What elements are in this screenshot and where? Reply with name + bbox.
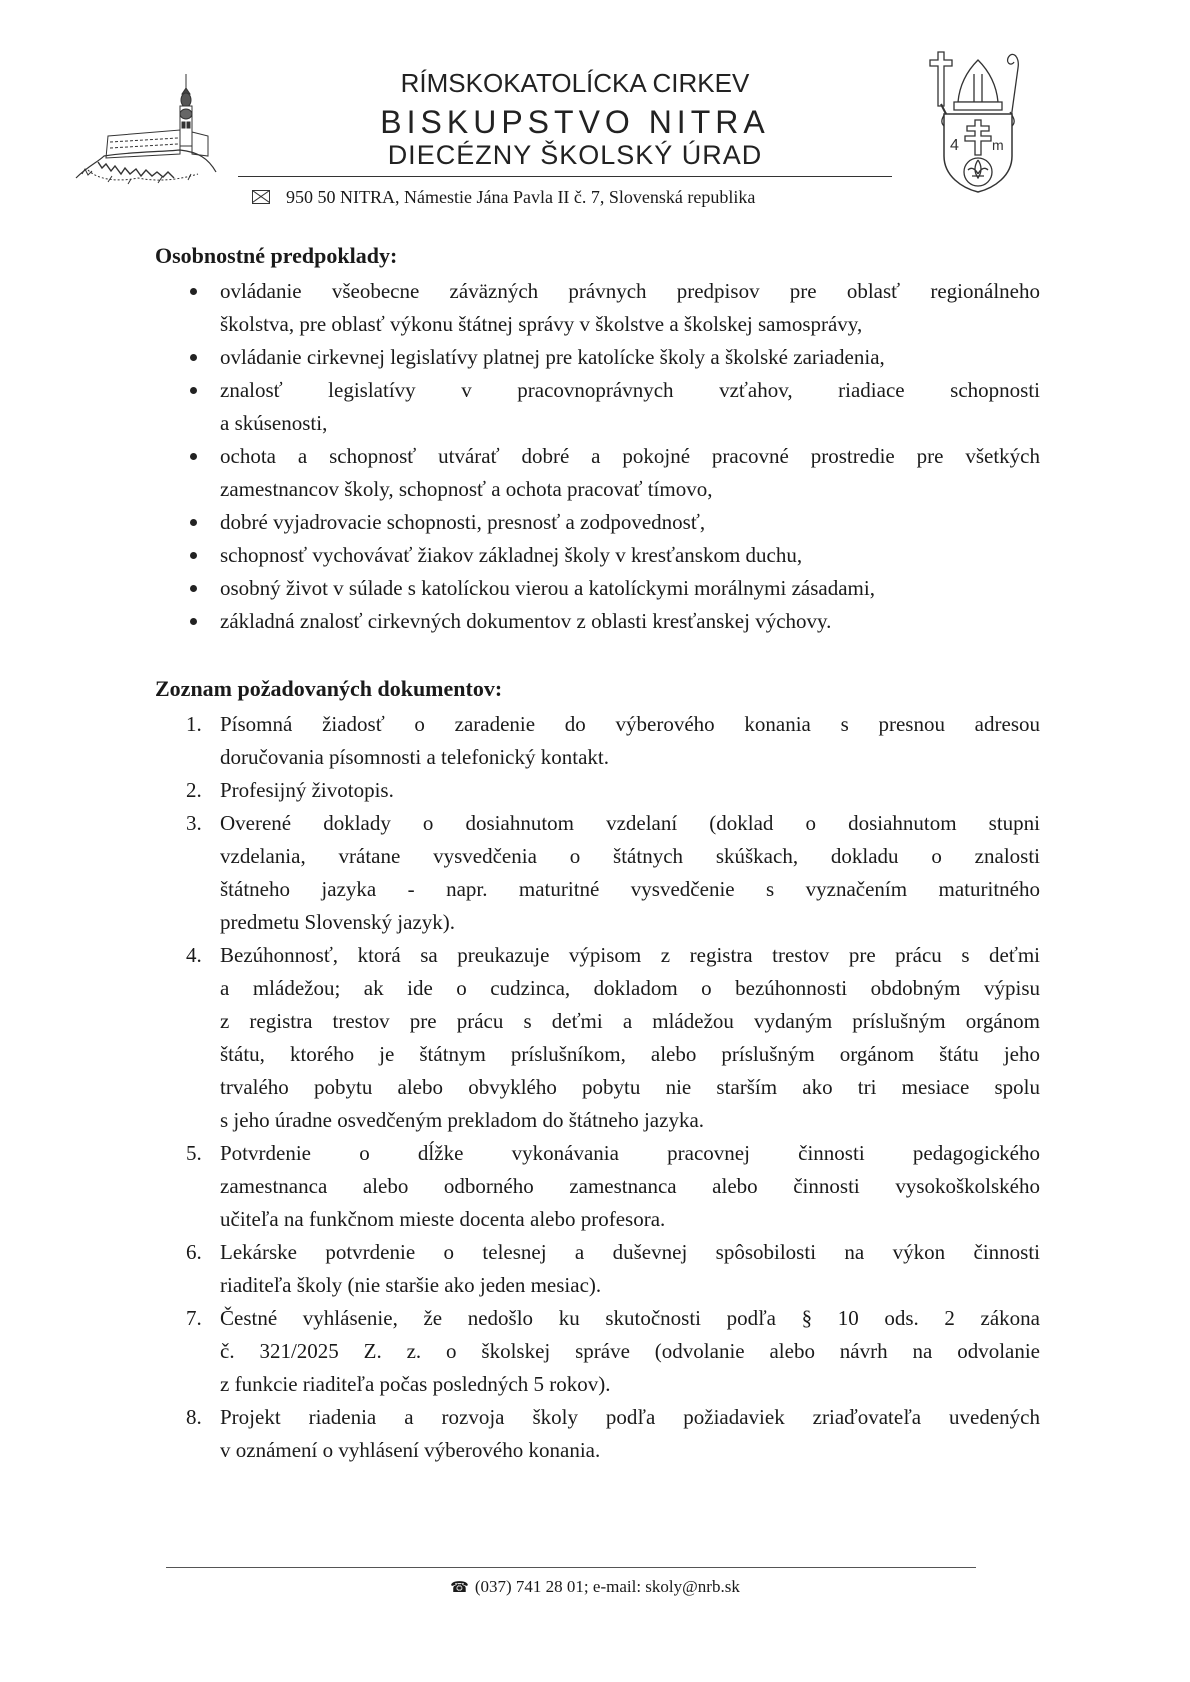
list-item-line: školstva, pre oblasť výkonu štátnej správy v školstve a školskej samosprávy,: [220, 312, 863, 336]
list-item-line: Projekt riadenia a rozvoja školy podľa požiadaviek zriaďovateľa uvedených: [220, 1405, 1040, 1429]
footer-contact: [0, 1577, 1190, 1597]
list-item-line: z registra trestov pre prácu s deťmi a mládežou vydaným príslušným orgánom: [220, 1009, 1040, 1033]
list-item-line: z funkcie riaditeľa počas posledných 5 rokov).: [220, 1372, 611, 1396]
bullet-icon: [190, 552, 197, 559]
list-item-line: a mládežou; ak ide o cudzinca, dokladom o bezúhonnosti obdobným výpisu: [220, 976, 1040, 1000]
list-item-line: doručovania písomnosti a telefonický kontakt.: [220, 745, 609, 769]
list-item-number: 7.: [186, 1306, 202, 1330]
list-item-line: štátu, ktorého je štátnym príslušníkom, alebo príslušným orgánom štátu jeho: [220, 1042, 1040, 1066]
header-diocese-name: BISKUPSTVO NITRA: [380, 104, 770, 140]
svg-text:4: 4: [950, 137, 959, 154]
section-title-documents: Zoznam požadovaných dokumentov:: [155, 676, 503, 701]
list-item-line: trvalého pobytu alebo obvyklého pobytu nie starším ako tri mesiace spolu: [220, 1075, 1040, 1099]
list-item-line: vzdelania, vrátane vysvedčenia o štátnych skúškach, dokladu o znalosti: [220, 844, 1040, 868]
list-item-number: 5.: [186, 1141, 202, 1165]
header-divider: [238, 176, 892, 177]
bullet-icon: [190, 453, 197, 460]
envelope-icon: [252, 190, 270, 204]
list-item-line: Písomná žiadosť o zaradenie do výberového konania s presnou adresou: [220, 712, 1040, 736]
bullet-icon: [190, 519, 197, 526]
list-item-number: 1.: [186, 712, 202, 736]
coat-of-arms-icon: [916, 46, 1036, 196]
bullet-icon: [190, 354, 197, 361]
list-item-line: osobný život v súlade s katolíckou vierou a katolíckymi morálnymi zásadami,: [220, 576, 875, 600]
header-office-name: DIECÉZNY ŠKOLSKÝ ÚRAD: [387, 140, 763, 170]
list-item-line: č. 321/2025 Z. z. o školskej správe (odvolanie alebo návrh na odvolanie: [220, 1339, 1040, 1363]
section-title-personal: Osobnostné predpoklady:: [155, 243, 398, 268]
header-church-name: RÍMSKOKATOLÍCKA CIRKEV: [400, 68, 750, 98]
svg-text:m: m: [992, 137, 1004, 153]
list-item-line: v oznámení o vyhlásení výberového konania.: [220, 1438, 601, 1462]
list-item-number: 6.: [186, 1240, 202, 1264]
bullet-icon: [190, 618, 197, 625]
list-item-line: Overené doklady o dosiahnutom vzdelaní (doklad o dosiahnutom stupni: [220, 811, 1040, 835]
list-item-line: predmetu Slovenský jazyk).: [220, 910, 456, 934]
list-item-line: štátneho jazyka - napr. maturitné vysvedčenie s vyznačením maturitného: [220, 877, 1040, 901]
list-item-line: Profesijný životopis.: [220, 778, 394, 802]
address-text: 950 50 NITRA, Námestie Jána Pavla II č. 7, Slovenská republika: [286, 187, 756, 207]
footer-divider: [166, 1567, 976, 1568]
list-item-line: ovládanie všeobecne záväzných právnych predpisov pre oblasť regionálneho: [220, 279, 1040, 303]
list-item-number: 4.: [186, 943, 202, 967]
list-item-line: znalosť legislatívy v pracovnoprávnych vzťahov, riadiace schopnosti: [220, 378, 1040, 402]
list-item-line: Čestné vyhlásenie, že nedošlo ku skutočnosti podľa § 10 ods. 2 zákona: [220, 1306, 1040, 1330]
telephone-icon: ☎: [450, 1580, 469, 1596]
castle-drawing-icon: [68, 70, 218, 188]
list-item-line: riaditeľa školy (nie staršie ako jeden mesiac).: [220, 1273, 602, 1297]
list-item-line: dobré vyjadrovacie schopnosti, presnosť a zodpovednosť,: [220, 510, 706, 534]
list-item-line: s jeho úradne osvedčeným prekladom do štátneho jazyka.: [220, 1108, 705, 1132]
list-item-line: schopnosť vychovávať žiakov základnej školy v kresťanskom duchu,: [220, 543, 803, 567]
list-item-line: a skúsenosti,: [220, 411, 328, 435]
list-item-line: učiteľa na funkčnom mieste docenta alebo profesora.: [220, 1207, 666, 1231]
castle-logo: [68, 70, 218, 188]
list-item-number: 3.: [186, 811, 202, 835]
list-item-line: základná znalosť cirkevných dokumentov z oblasti kresťanskej výchovy.: [220, 609, 832, 633]
list-item-line: Lekárske potvrdenie o telesnej a duševnej spôsobilosti na výkon činnosti: [220, 1240, 1040, 1264]
list-item-number: 8.: [186, 1405, 202, 1429]
list-item-line: zamestnanca alebo odborného zamestnanca alebo činnosti vysokoškolského: [220, 1174, 1040, 1198]
list-item-line: Potvrdenie o dĺžke vykonávania pracovnej činnosti pedagogického: [220, 1141, 1040, 1165]
list-item-line: zamestnancov školy, schopnosť a ochota pracovať tímovo,: [220, 477, 713, 501]
list-item-line: Bezúhonnosť, ktorá sa preukazuje výpisom z registra trestov pre prácu s deťmi: [220, 943, 1040, 967]
coat-of-arms-logo: [916, 46, 1036, 196]
bullet-icon: [190, 288, 197, 295]
list-item-line: ovládanie cirkevnej legislatívy platnej pre katolícke školy a školské zariadenia,: [220, 345, 885, 369]
bullet-icon: [190, 387, 197, 394]
bullet-icon: [190, 585, 197, 592]
list-item-line: ochota a schopnosť utvárať dobré a pokojné pracovné prostredie pre všetkých: [220, 444, 1040, 468]
header-address: [252, 187, 755, 208]
list-item-number: 2.: [186, 778, 202, 802]
footer-contact-text: (037) 741 28 01; e-mail: skoly@nrb.sk: [474, 1577, 740, 1596]
